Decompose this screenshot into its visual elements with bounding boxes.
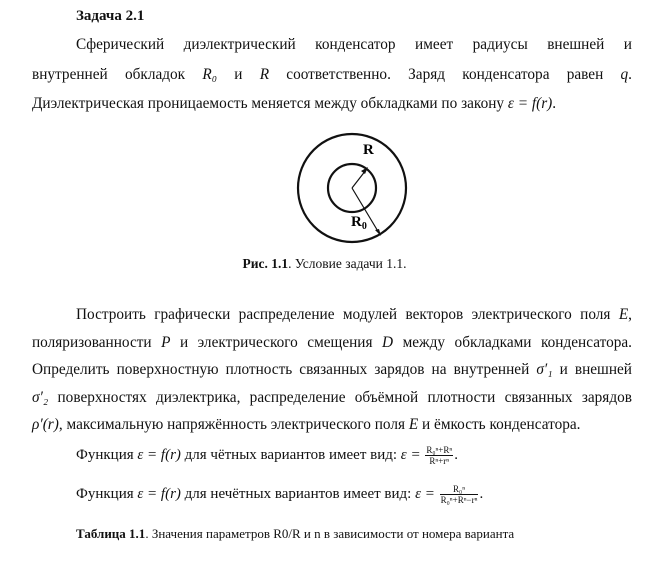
fraction-even: $\frac{\text{R₀ⁿ+Rⁿ}}{\text{Rⁿ+rⁿ}}$ — [426, 445, 453, 466]
para2-line3: Определить поверхностную плотность связанных зарядов на внутренней σ′₁ и внешней — [32, 361, 632, 378]
figure-caption: Рис. 1.1. Условие задачи 1.1. — [242, 256, 407, 271]
para1-line2: внутренней обкладок R₀ и R соответственно. Заряд конденсатора равен q. — [32, 66, 632, 83]
formula-odd: Функция ε = f(r) для нечётных вариантов имеет вид: ε = $\frac{\text{R₀ⁿ}}{\text{R₀ⁿ+Rⁿ−rⁿ}}$ . — [76, 484, 484, 505]
task-title: Задача 2.1 — [76, 8, 145, 24]
capacitor-figure — [290, 130, 414, 246]
label-r0: $R_0$ — [351, 214, 367, 232]
formula-even: Функция ε = f(r) для чётных вариантов имеет вид: ε = $\frac{\text{R₀ⁿ+Rⁿ}}{\text{Rⁿ+rⁿ}}$ . — [76, 445, 458, 466]
para2-line5: ρ′(r), максимальную напряжённость электрического поля E и ёмкость конденсатора. — [32, 416, 581, 433]
label-r: R — [363, 142, 374, 158]
fraction-odd: $\frac{\text{R₀ⁿ}}{\text{R₀ⁿ+Rⁿ−rⁿ}}$ — [440, 484, 478, 505]
para1-line3: Диэлектрическая проницаемость меняется между обкладками по закону ε = f(r). — [32, 95, 557, 112]
para2-line2: поляризованности P и электрического смещения D между обкладками конденсатора. — [32, 334, 632, 351]
table-caption: Таблица 1.1. Значения параметров R0/R и n в зависимости от номера варианта — [76, 526, 515, 541]
para2-line4: σ′₂ поверхностях диэлектрика, распределение объёмной плотности связанных зарядов — [32, 389, 632, 406]
para2-line1: Построить графически распределение модулей векторов электрического поля E, — [76, 306, 632, 323]
para1-line1: Сферический диэлектрический конденсатор имеет радиусы внешней и — [76, 36, 632, 53]
